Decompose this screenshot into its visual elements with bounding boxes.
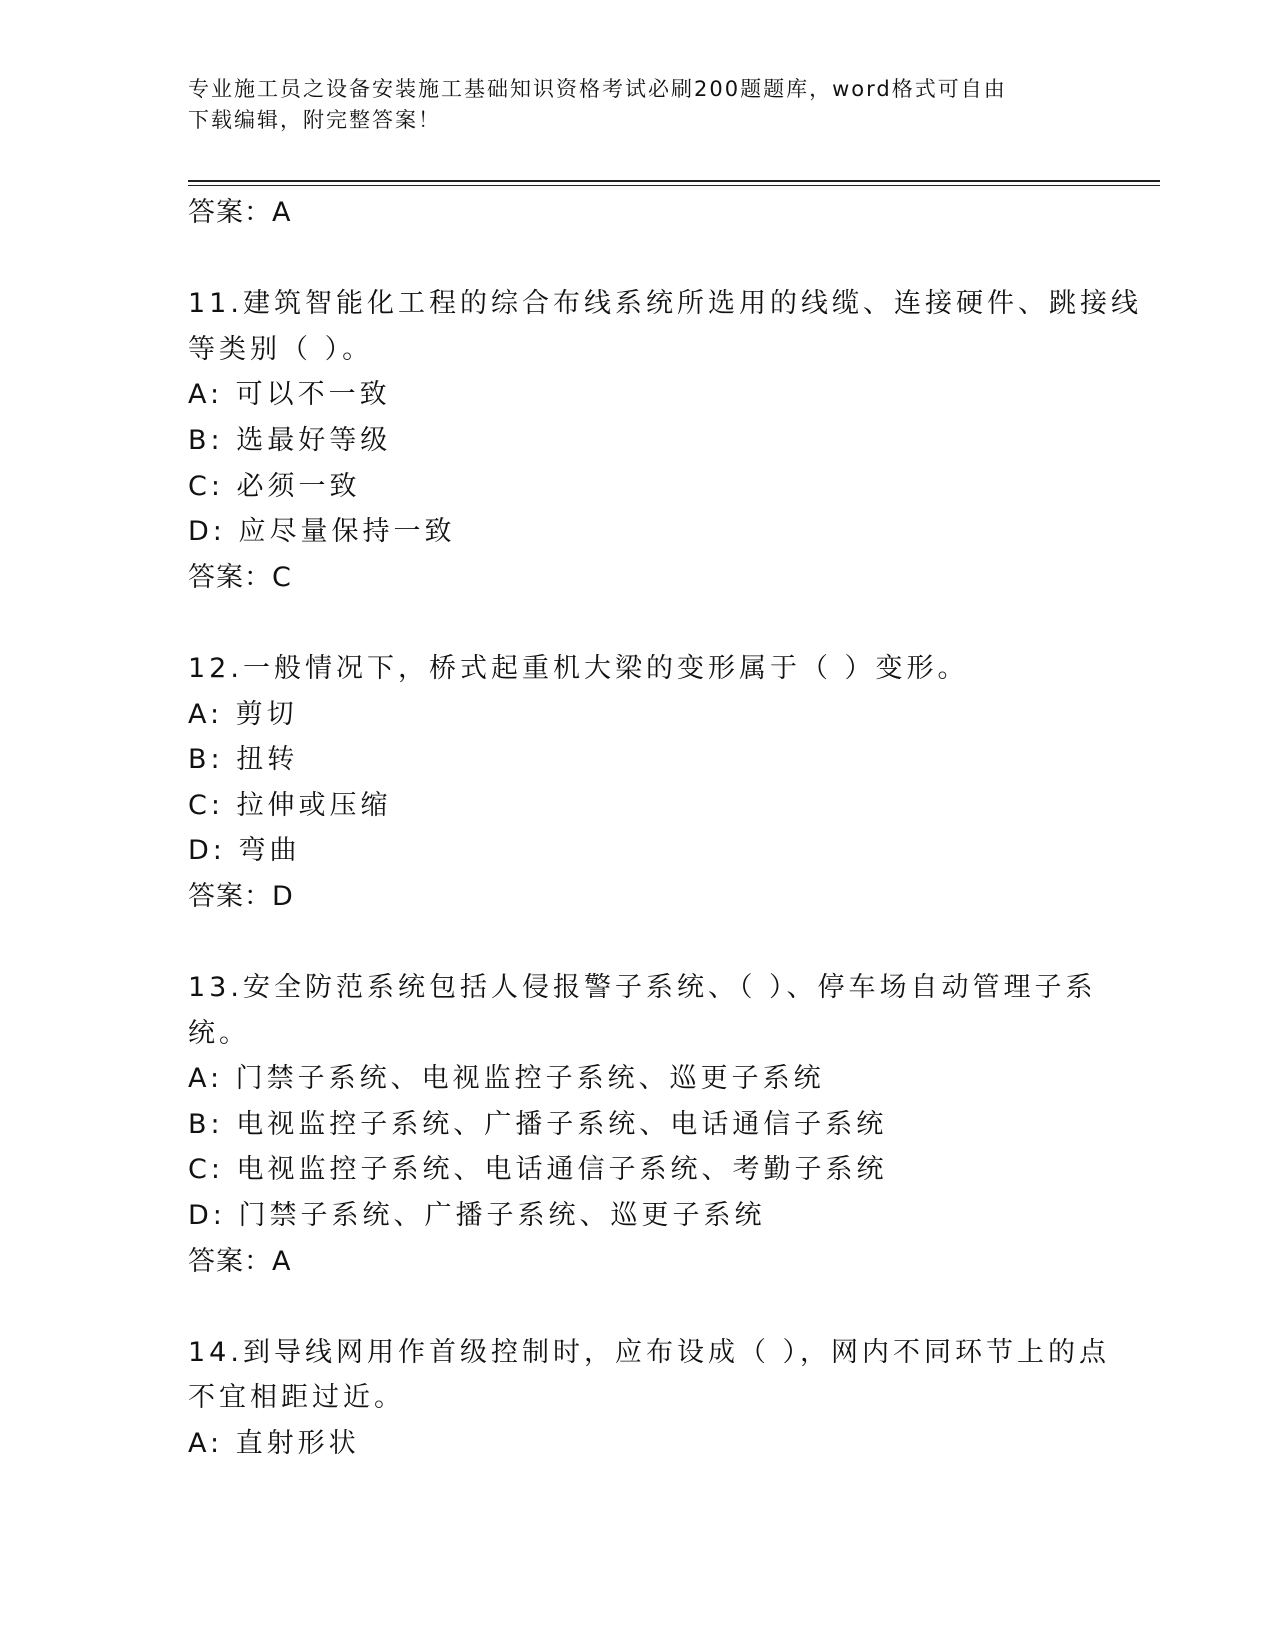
option-d: D: 门禁子系统、广播子系统、巡更子系统 [188, 1200, 766, 1232]
answer-line: 答案：A [188, 197, 292, 228]
question-stem: 11.建筑智能化工程的综合布线系统所选用的线缆、连接硬件、跳接线 [188, 288, 1142, 320]
option-a: A: 直射形状 [188, 1428, 360, 1460]
question-stem-cont: 统。 [188, 1017, 250, 1049]
question-11 [188, 281, 1142, 600]
option-c: C: 电视监控子系统、电话通信子系统、考勤子系统 [188, 1154, 888, 1186]
question-stem: 14.到导线网用作首级控制时，应布设成（ ），网内不同环节上的点 [188, 1336, 1111, 1368]
header-rule-thin [188, 185, 1160, 186]
option-b: B: 扭转 [188, 744, 299, 776]
question-stem-cont: 不宜相距过近。 [188, 1382, 405, 1414]
option-b: B: 选最好等级 [188, 424, 392, 456]
option-b: B: 电视监控子系统、广播子系统、电话通信子系统 [188, 1108, 888, 1140]
answer-line: 答案：C [188, 561, 292, 593]
question-12 [188, 646, 1088, 920]
header-line-1: 专业施工员之设备安装施工基础知识资格考试必刷200题题库，word格式可自由 [188, 77, 1007, 101]
header-line-2: 下载编辑，附完整答案！ [188, 108, 441, 132]
question-stem: 13.安全防范系统包括人侵报警子系统、（ ）、停车场自动管理子系 [188, 972, 1097, 1004]
option-a: A: 剪切 [188, 698, 298, 730]
option-d: D: 应尽量保持一致 [188, 516, 456, 548]
question-list [188, 190, 1142, 1467]
option-c: C: 拉伸或压缩 [188, 789, 392, 821]
option-d: D: 弯曲 [188, 835, 301, 867]
question-14 [188, 1330, 1111, 1467]
question-stem-cont: 等类别（ ）。 [188, 333, 374, 365]
page-header [188, 74, 1068, 136]
option-a: A: 门禁子系统、电视监控子系统、巡更子系统 [188, 1063, 825, 1095]
option-a: A: 可以不一致 [188, 379, 391, 411]
question-stem: 12.一般情况下，桥式起重机大梁的变形属于（ ）变形。 [188, 652, 969, 684]
option-c: C: 必须一致 [188, 470, 361, 502]
question-13 [188, 965, 1097, 1284]
answer-line: 答案：A [188, 1245, 292, 1277]
header-rule-thick [188, 180, 1160, 182]
answer-line: 答案：D [188, 880, 294, 912]
